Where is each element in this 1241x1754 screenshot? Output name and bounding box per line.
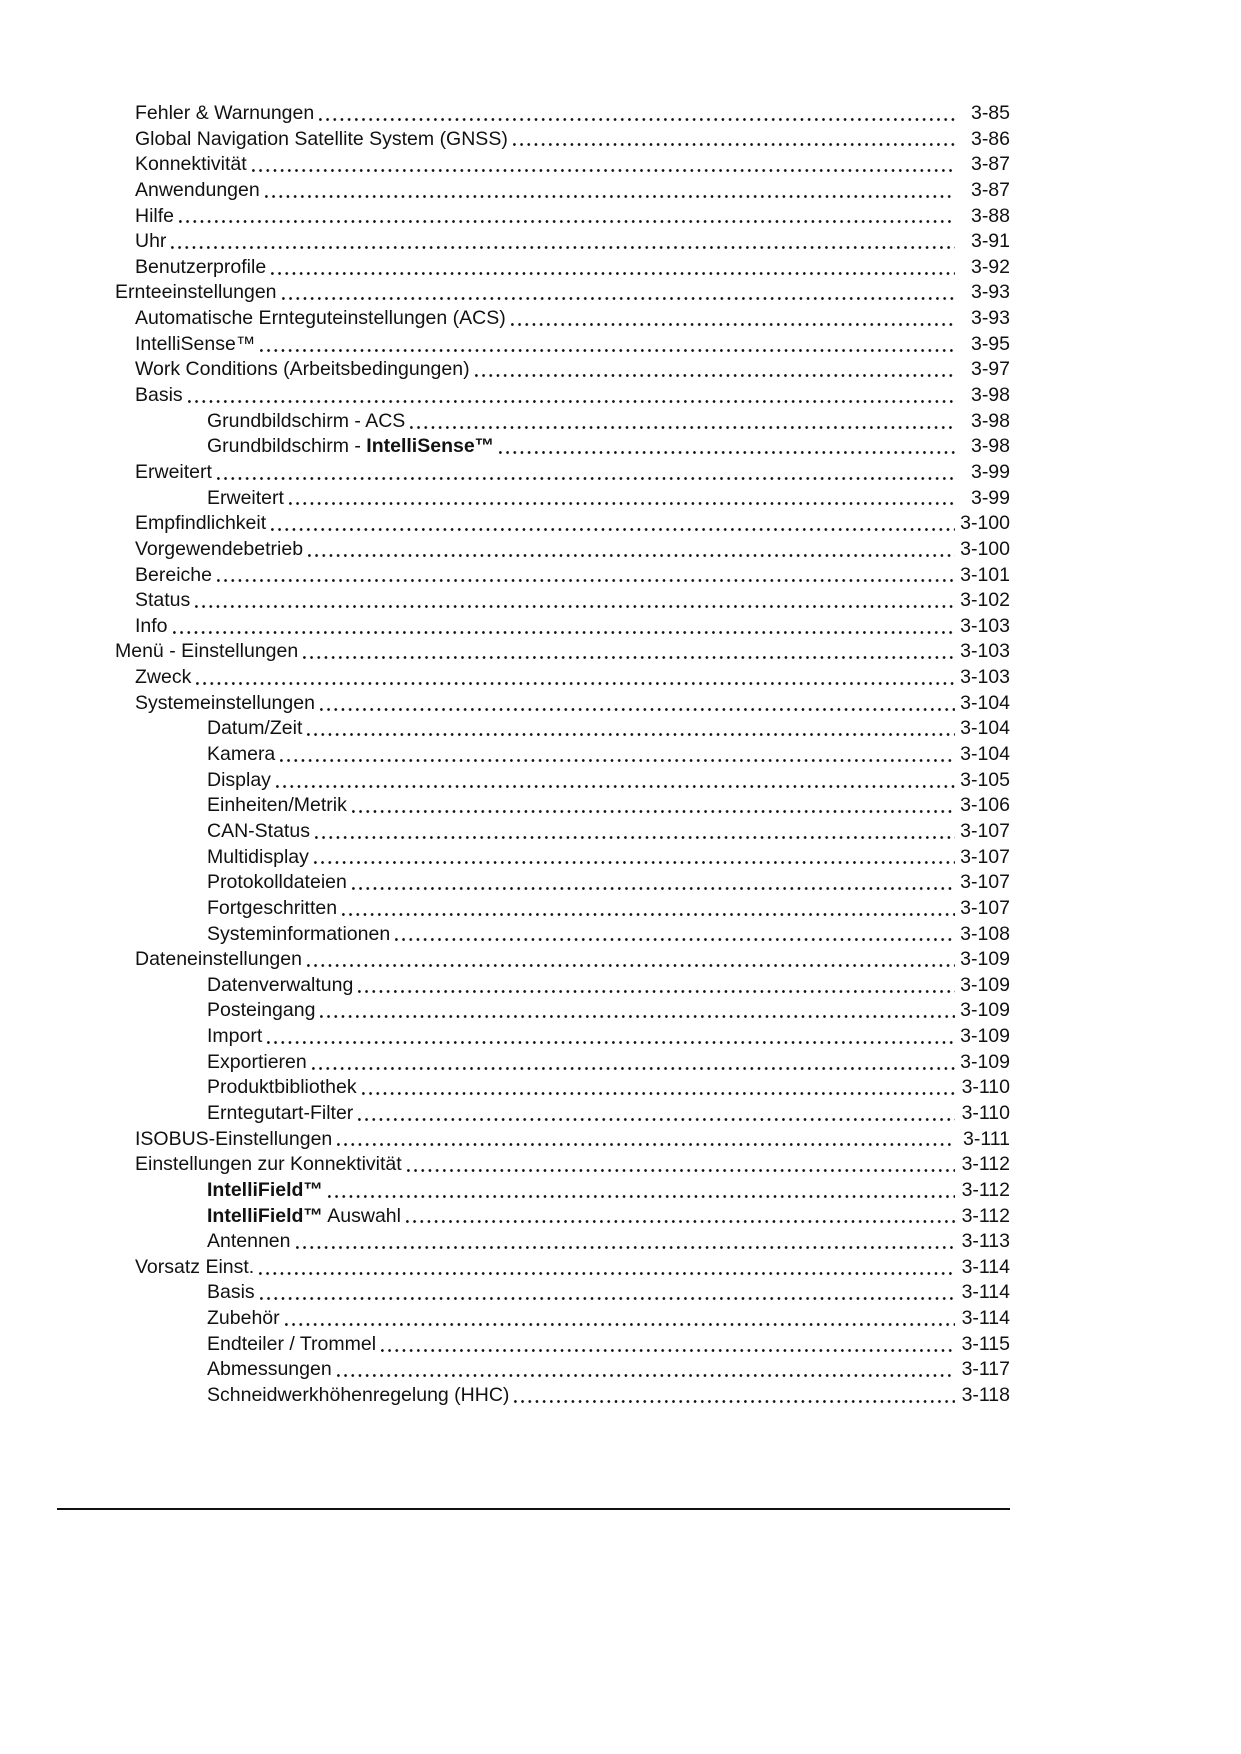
toc-entry-page: 3-99	[970, 486, 1010, 509]
toc-entry-page: 3-109	[960, 1050, 1010, 1073]
toc-entry	[115, 383, 1010, 409]
toc-entry	[115, 819, 1010, 845]
toc-entry-label: Basis	[207, 1281, 255, 1304]
dot-leader	[296, 1229, 956, 1255]
toc-entry-label: IntelliField™ Auswahl	[207, 1204, 401, 1227]
toc-entry	[115, 1255, 1010, 1281]
toc-entry-label: Systemeinstellungen	[135, 691, 315, 714]
toc-entry-page: 3-113	[961, 1230, 1010, 1253]
toc-list	[115, 101, 1010, 1409]
toc-entry-page: 3-110	[961, 1076, 1010, 1099]
toc-entry-label: Anwendungen	[135, 178, 260, 201]
dot-leader	[320, 691, 955, 717]
toc-entry-label: CAN-Status	[207, 819, 310, 842]
dot-leader	[285, 1306, 955, 1332]
toc-entry-page: 3-103	[960, 614, 1010, 637]
toc-entry-label: Bereiche	[135, 563, 212, 586]
toc-entry-page: 3-87	[970, 178, 1010, 201]
toc-entry-label: Konnektivität	[135, 153, 247, 176]
toc-entry-page: 3-92	[970, 255, 1010, 278]
toc-entry-page: 3-109	[960, 973, 1010, 996]
toc-entry	[115, 1152, 1010, 1178]
toc-entry-label: Einstellungen zur Konnektivität	[135, 1153, 402, 1176]
dot-leader	[307, 716, 955, 742]
toc-entry-page: 3-93	[970, 307, 1010, 330]
toc-entry	[115, 588, 1010, 614]
dot-leader	[337, 1357, 955, 1383]
toc-entry	[115, 204, 1010, 230]
toc-entry-label: Status	[135, 589, 191, 612]
dot-leader	[308, 537, 955, 563]
toc-entry-page: 3-114	[961, 1281, 1010, 1304]
toc-entry	[115, 639, 1010, 665]
dot-leader	[315, 819, 955, 845]
dot-leader	[217, 460, 955, 486]
dot-leader	[260, 1280, 955, 1306]
dot-leader	[252, 152, 955, 178]
toc-entry-page: 3-100	[960, 537, 1010, 560]
toc-entry-page: 3-107	[960, 896, 1010, 919]
dot-leader	[267, 1024, 955, 1050]
toc-entry	[115, 691, 1010, 717]
toc-entry-page: 3-103	[960, 640, 1010, 663]
toc-entry	[115, 332, 1010, 358]
toc-entry-page: 3-95	[970, 332, 1010, 355]
dot-leader	[280, 742, 955, 768]
toc-entry	[115, 280, 1010, 306]
dot-leader	[342, 896, 955, 922]
toc-entry-page: 3-115	[961, 1332, 1010, 1355]
toc-entry	[115, 409, 1010, 435]
dot-leader	[259, 1255, 955, 1281]
toc-entry-label: Zweck	[135, 666, 192, 689]
dot-leader	[475, 357, 955, 383]
toc-entry-label: Info	[135, 614, 168, 637]
toc-entry-label: Protokolldateien	[207, 871, 347, 894]
toc-entry-label: Global Navigation Satellite System (GNSS)	[135, 127, 508, 150]
toc-entry-label: Erntegutart-Filter	[207, 1101, 354, 1124]
toc-entry	[115, 1306, 1010, 1332]
dot-leader	[265, 178, 955, 204]
toc-entry	[115, 998, 1010, 1024]
toc-entry-label: Uhr	[135, 230, 167, 253]
toc-entry-page: 3-98	[970, 435, 1010, 458]
toc-entry-page: 3-109	[960, 999, 1010, 1022]
toc-entry-label: Fehler & Warnungen	[135, 102, 315, 124]
toc-entry-page: 3-107	[960, 871, 1010, 894]
toc-entry	[115, 768, 1010, 794]
toc-entry	[115, 1204, 1010, 1230]
dot-leader	[179, 204, 955, 230]
toc-entry-page: 3-105	[960, 768, 1010, 791]
toc-entry-label: Automatische Ernteguteinstellungen (ACS)	[135, 307, 506, 330]
toc-entry-label: Erweitert	[207, 486, 284, 509]
toc-entry	[115, 947, 1010, 973]
toc-entry-page: 3-97	[970, 358, 1010, 381]
toc-entry	[115, 1229, 1010, 1255]
toc-entry	[115, 665, 1010, 691]
toc-entry-page: 3-103	[960, 666, 1010, 689]
toc-entry-label: Systeminformationen	[207, 922, 391, 945]
toc-entry-page: 3-104	[960, 691, 1010, 714]
toc-entry	[115, 486, 1010, 512]
toc-entry-label	[207, 1178, 323, 1204]
toc-entry	[115, 845, 1010, 871]
toc-entry-page: 3-117	[961, 1358, 1010, 1381]
toc-entry-page: 3-112	[961, 1204, 1010, 1227]
dot-leader	[217, 563, 955, 589]
toc-entry-label: Vorsatz Einst.	[135, 1255, 255, 1278]
toc-entry-page: 3-114	[961, 1307, 1010, 1330]
toc-entry	[115, 793, 1010, 819]
toc-entry-label: Kamera	[207, 743, 276, 766]
dot-leader	[381, 1332, 955, 1358]
toc-entry	[115, 229, 1010, 255]
toc-entry-label: Dateneinstellungen	[135, 948, 302, 971]
toc-entry-page: 3-110	[961, 1101, 1010, 1124]
toc-entry-page: 3-111	[963, 1127, 1010, 1150]
toc-entry-page: 3-86	[970, 127, 1010, 150]
toc-entry-page: 3-108	[960, 922, 1010, 945]
toc-entry-label: Erweitert	[135, 460, 212, 483]
toc-entry	[115, 1383, 1010, 1409]
dot-leader	[319, 101, 955, 127]
toc-entry-label: Einheiten/Metrik	[207, 794, 347, 817]
dot-leader	[362, 1075, 955, 1101]
toc-entry	[115, 1332, 1010, 1358]
dot-leader	[406, 1204, 955, 1230]
toc-entry-label: Zubehör	[207, 1307, 280, 1330]
dot-leader	[358, 973, 955, 999]
toc-entry-label: Import	[207, 1025, 263, 1048]
toc-entry-page: 3-91	[970, 230, 1010, 253]
toc-entry-label: Vorgewendebetrieb	[135, 537, 304, 560]
dot-leader	[171, 229, 955, 255]
toc-entry-page: 3-104	[960, 743, 1010, 766]
dot-leader	[271, 255, 955, 281]
toc-entry-page: 3-87	[970, 153, 1010, 176]
toc-entry-page: 3-109	[960, 1025, 1010, 1048]
toc-entry	[115, 357, 1010, 383]
toc-entry-label: Schneidwerkhöhenregelung (HHC)	[207, 1384, 510, 1407]
toc-entry-page: 3-112	[961, 1178, 1010, 1201]
toc-entry	[115, 716, 1010, 742]
toc-entry-label: Grundbildschirm - ACS	[207, 409, 406, 432]
toc-entry-label: Produktbibliothek	[207, 1076, 357, 1099]
toc-entry-label: Display	[207, 768, 271, 791]
dot-leader	[511, 306, 955, 332]
toc-entry-page: 3-102	[960, 589, 1010, 612]
toc-entry	[115, 1050, 1010, 1076]
dot-leader	[260, 332, 955, 358]
dot-leader	[303, 639, 955, 665]
toc-entry	[115, 306, 1010, 332]
dot-leader	[282, 280, 955, 306]
toc-entry	[115, 870, 1010, 896]
toc-entry-label: Hilfe	[135, 204, 175, 227]
toc-entry-label: Datenverwaltung	[207, 973, 354, 996]
toc-entry	[115, 127, 1010, 153]
toc-entry-page: 3-88	[970, 204, 1010, 227]
toc-entry-label-bold: IntelliSense™	[366, 435, 495, 458]
dot-leader	[320, 998, 955, 1024]
footer-rule	[57, 1508, 1010, 1510]
toc-entry	[115, 614, 1010, 640]
toc-entry-page: 3-98	[970, 384, 1010, 407]
toc-entry	[115, 1178, 1010, 1204]
toc-entry	[115, 563, 1010, 589]
toc-entry-page: 3-107	[960, 845, 1010, 868]
dot-leader	[271, 511, 955, 537]
toc-entry-label: Benutzerprofile	[135, 255, 267, 278]
toc-entry	[115, 511, 1010, 537]
dot-leader	[328, 1178, 955, 1204]
dot-leader	[337, 1127, 955, 1153]
toc-entry-label-bold: IntelliField™	[207, 1204, 323, 1227]
toc-entry	[115, 1127, 1010, 1153]
toc-entry-page: 3-104	[960, 717, 1010, 740]
toc-entry-page: 3-98	[970, 409, 1010, 432]
toc-entry	[115, 1280, 1010, 1306]
dot-leader	[307, 947, 955, 973]
toc-entry-label: ISOBUS-Einstellungen	[135, 1127, 333, 1150]
toc-entry-page: 3-118	[961, 1384, 1010, 1407]
toc-entry	[115, 742, 1010, 768]
toc-entry-label: Endteiler / Trommel	[207, 1332, 377, 1355]
dot-leader	[395, 922, 955, 948]
toc-entry-label: Abmessungen	[207, 1358, 332, 1381]
toc-entry-label: Grundbildschirm - IntelliSense™	[207, 435, 495, 458]
toc-entry-label: Posteingang	[207, 999, 316, 1022]
toc-entry-label: Menü - Einstellungen	[115, 640, 299, 663]
toc-entry-label: Empfindlichkeit	[135, 512, 267, 535]
toc-entry-label: Fortgeschritten	[207, 896, 338, 919]
toc-entry-page: 3-101	[960, 563, 1010, 586]
dot-leader	[289, 486, 955, 512]
toc-entry	[115, 152, 1010, 178]
toc-entry-label-bold: IntelliField™	[207, 1178, 323, 1201]
toc-entry	[115, 896, 1010, 922]
toc-entry-page: 3-107	[960, 819, 1010, 842]
toc-entry-label: Datum/Zeit	[207, 717, 303, 740]
toc-entry-page: 3-100	[960, 512, 1010, 535]
toc-entry-page: 3-106	[960, 794, 1010, 817]
dot-leader	[314, 845, 955, 871]
toc-entry	[115, 434, 1010, 460]
toc-entry	[115, 255, 1010, 281]
toc-entry-label: Multidisplay	[207, 845, 309, 868]
toc-entry	[115, 1357, 1010, 1383]
toc-entry-page: 3-85	[970, 102, 1010, 124]
dot-leader	[352, 870, 955, 896]
toc-entry	[115, 1101, 1010, 1127]
dot-leader	[513, 127, 955, 153]
toc-entry-page: 3-99	[970, 460, 1010, 483]
dot-leader	[358, 1101, 955, 1127]
toc-entry-page: 3-109	[960, 948, 1010, 971]
toc-entry	[115, 922, 1010, 948]
dot-leader	[312, 1050, 955, 1076]
toc-entry-label: IntelliSense™	[135, 332, 256, 355]
toc-entry	[115, 1075, 1010, 1101]
dot-leader	[410, 409, 955, 435]
dot-leader	[499, 434, 955, 460]
dot-leader	[196, 665, 955, 691]
dot-leader	[195, 588, 955, 614]
toc-entry	[115, 1024, 1010, 1050]
dot-leader	[514, 1383, 955, 1409]
toc-entry-label: Antennen	[207, 1230, 291, 1253]
dot-leader	[407, 1152, 955, 1178]
toc-entry-page: 3-112	[961, 1153, 1010, 1176]
toc-entry-label: Ernteeinstellungen	[115, 281, 277, 304]
toc-entry	[115, 101, 1010, 127]
toc-entry-label: Exportieren	[207, 1050, 307, 1073]
dot-leader	[276, 768, 955, 794]
toc-entry-label: Basis	[135, 384, 183, 407]
toc-entry	[115, 460, 1010, 486]
toc-entry-label: Work Conditions (Arbeitsbedingungen)	[135, 358, 470, 381]
dot-leader	[188, 383, 955, 409]
toc-entry-page: 3-93	[970, 281, 1010, 304]
dot-leader	[352, 793, 955, 819]
toc-entry	[115, 537, 1010, 563]
toc-entry-page: 3-114	[961, 1255, 1010, 1278]
toc-entry	[115, 973, 1010, 999]
dot-leader	[173, 614, 955, 640]
toc-entry	[115, 178, 1010, 204]
